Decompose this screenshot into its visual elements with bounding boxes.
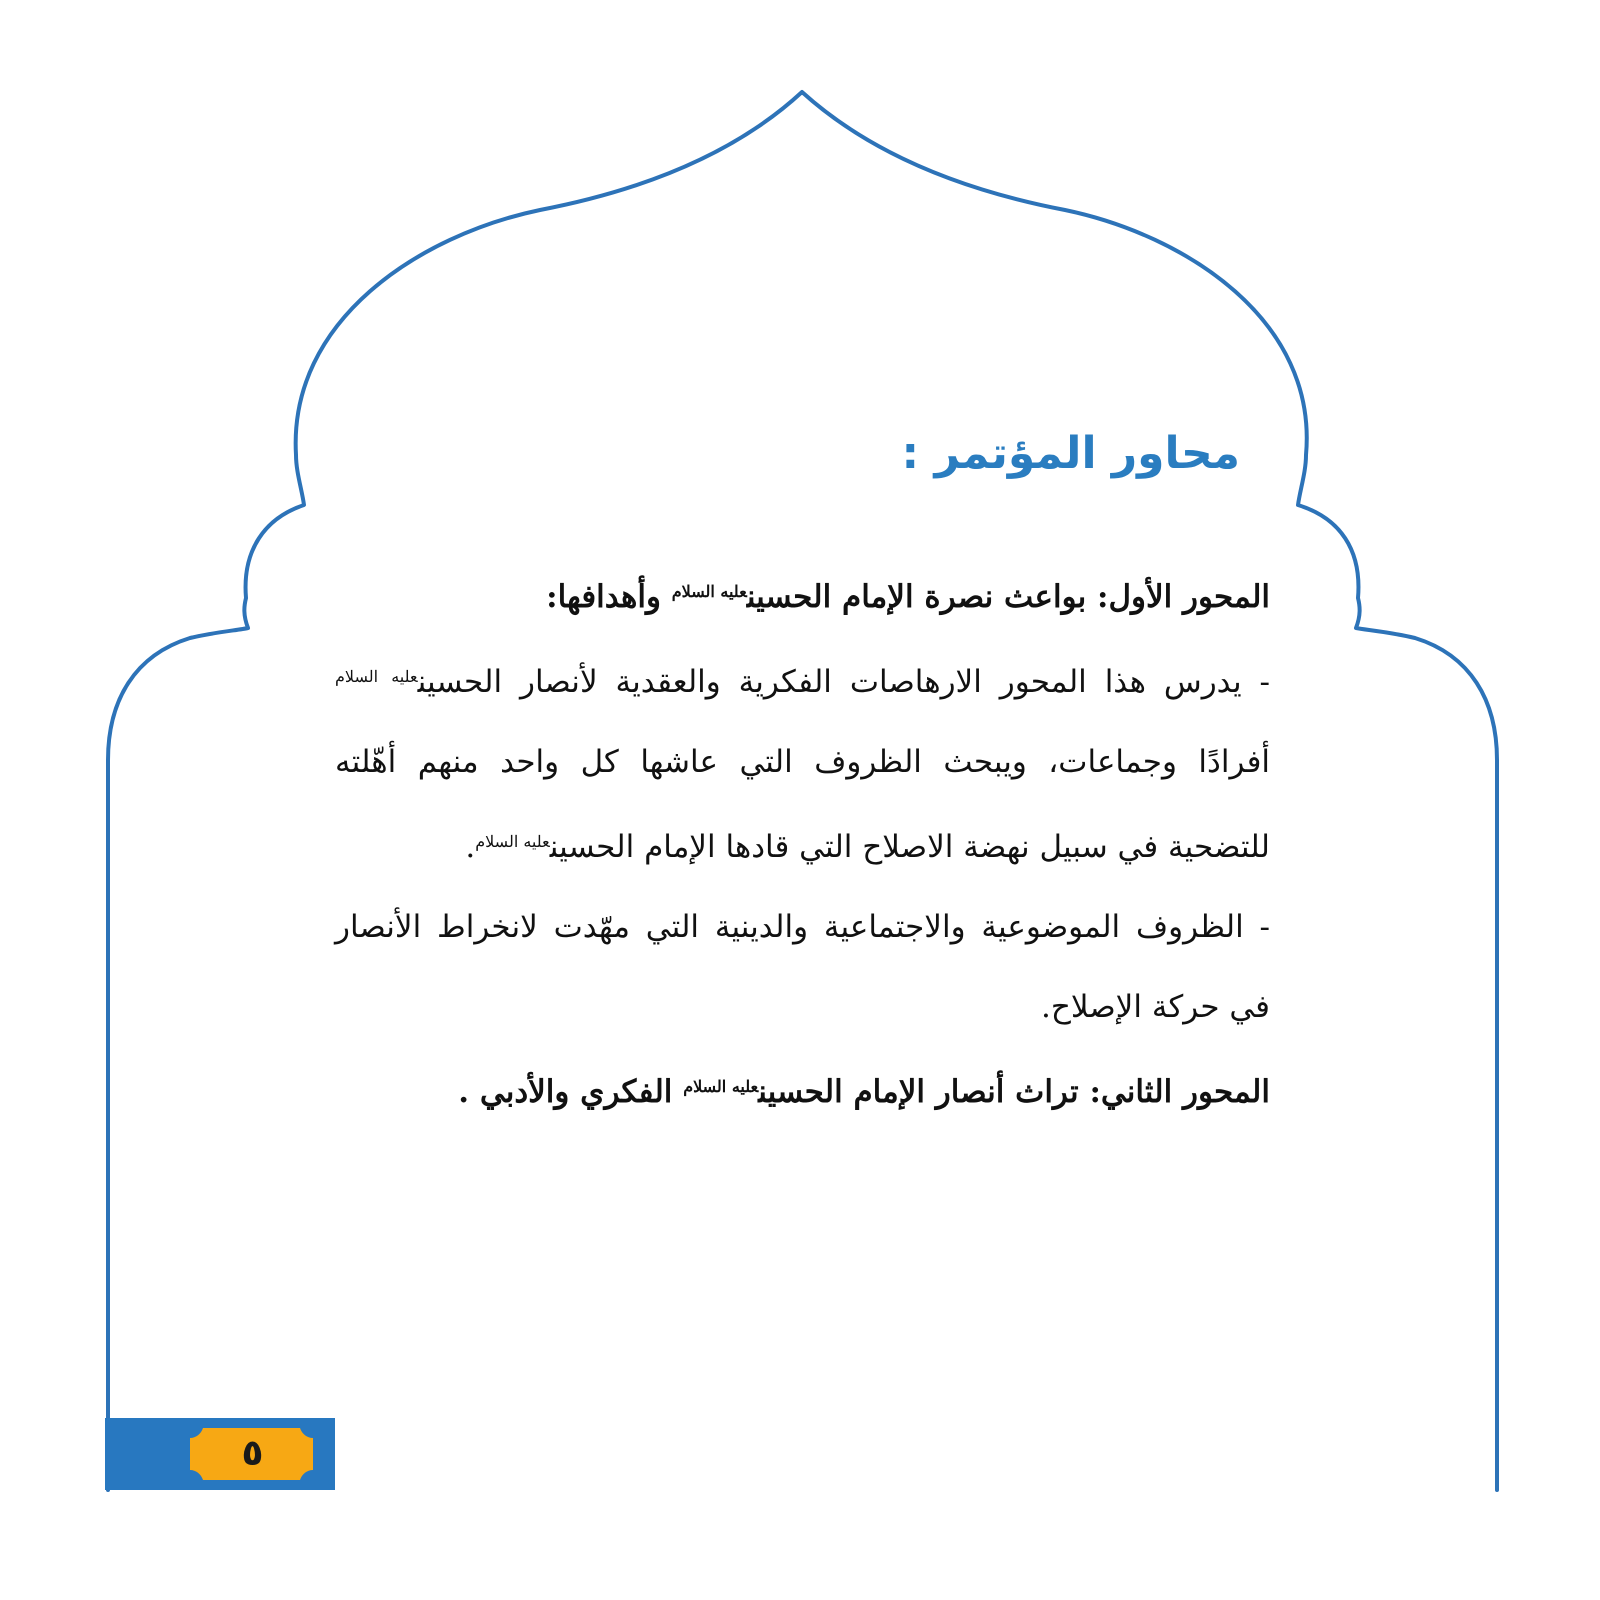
honorific-mark: عليه السلام xyxy=(475,832,550,851)
conference-axes-body xyxy=(335,552,1270,1132)
axis-one-second-paragraph: - الظروف الموضوعية والاجتماعية والدينية التي مهّدت لانخراط الأنصار في حركة الإصلاح. xyxy=(335,909,1270,1025)
honorific-mark: عليه السلام xyxy=(683,1077,759,1096)
honorific-mark: عليه السلام xyxy=(335,667,418,686)
page-number-badge xyxy=(105,1418,335,1490)
axis-two-title xyxy=(335,1047,1270,1132)
axis-one-title-text: المحور الأول: بواعث نصرة الإمام الحسين xyxy=(746,579,1270,615)
axis-one-paragraph-part-b: أفرادًا وجماعات، ويبحث الظروف التي عاشها كل واحد منهم أهّلته للتضحية في سبيل نهضة الاصلاح التي قادها الإمام الحسين xyxy=(335,744,1270,865)
page-number: ٥ xyxy=(241,1433,264,1474)
axis-two-title-tail: الفكري والأدبي . xyxy=(458,1074,684,1110)
axis-one-paragraph-part-c: . xyxy=(465,829,476,865)
axis-two-title-text: المحور الثاني: تراث أنصار الإمام الحسين xyxy=(758,1074,1270,1110)
axis-one-paragraph xyxy=(335,637,1270,887)
axis-one-title xyxy=(335,552,1270,637)
axis-one-paragraph-part-a: - يدرس هذا المحور الارهاصات الفكرية والعقدية لأنصار الحسين xyxy=(417,664,1270,700)
page-title: محاور المؤتمر : xyxy=(901,428,1240,479)
honorific-mark: عليه السلام xyxy=(671,582,747,601)
axis-one-title-tail: وأهدافها: xyxy=(546,579,672,615)
